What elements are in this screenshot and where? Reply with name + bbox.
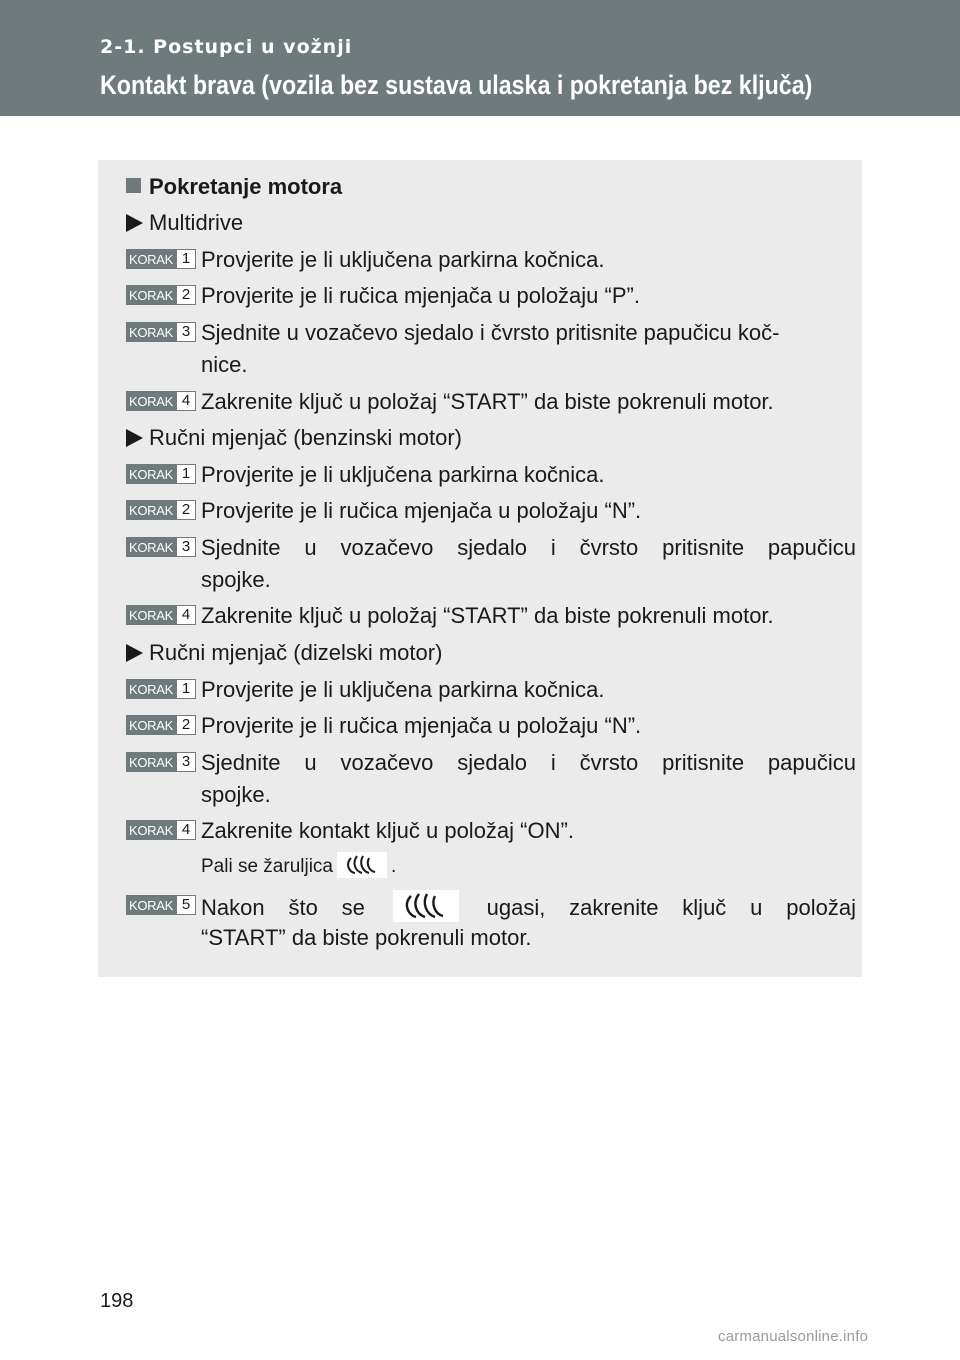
step-badge: KORAK 2 — [126, 285, 196, 305]
page-number: 198 — [100, 1290, 134, 1312]
step-badge: KORAK 2 — [126, 500, 196, 520]
triangle-bullet-icon — [126, 214, 143, 232]
step-text-continued: nice. — [201, 352, 248, 377]
step-text: Provjerite je li ručica mjenjača u položaju “P”. — [201, 283, 640, 308]
glow-plug-indicator-icon — [393, 890, 459, 922]
glow-plug-note: Pali se žaruljica . — [201, 851, 960, 883]
group-title-diesel: Ručni mjenjač (dizelski motor) — [126, 637, 890, 669]
step-text: Provjerite je li ručica mjenjača u položaju “N”. — [201, 498, 642, 523]
section-heading: Pokretanje motora — [126, 171, 890, 203]
glow-plug-indicator-icon — [337, 852, 387, 878]
group-title-multidrive: Multidrive — [126, 207, 890, 239]
step-text: Zakrenite ključ u položaj “START” da biste pokrenuli motor. — [201, 389, 774, 414]
step-text: Zakrenite ključ u položaj “START” da biste pokrenuli motor. — [201, 603, 774, 628]
step-badge: KORAK 2 — [126, 715, 196, 735]
step-text: Sjednite u vozačevo sjedalo i čvrsto pritisnite papučicu koč- — [201, 320, 780, 345]
square-bullet-icon — [126, 178, 141, 193]
step-text: Provjerite je li uključena parkirna kočnica. — [201, 462, 605, 487]
step-badge: KORAK 4 — [126, 605, 196, 625]
step-badge: KORAK 3 — [126, 322, 196, 342]
step-badge: KORAK 1 — [126, 464, 196, 484]
step-text: Nakon što se ugasi, zakrenite ključ u položaj — [201, 890, 856, 924]
page-title: Kontakt brava (vozila bez sustava ulaska i pokretanja bez ključa) — [100, 70, 813, 100]
page-header — [0, 0, 960, 116]
step-text: Sjednite u vozačevo sjedalo i čvrsto pritisnite papučicu — [201, 535, 856, 560]
step-text-continued: spojke. — [201, 782, 271, 807]
step-text-continued: “START” da biste pokrenuli motor. — [201, 925, 532, 950]
step-badge: KORAK 4 — [126, 391, 196, 411]
step-text-continued: spojke. — [201, 567, 271, 592]
step-badge: KORAK 4 — [126, 820, 196, 840]
section-label: 2-1. Postupci u vožnji — [100, 36, 353, 58]
step-text: Provjerite je li ručica mjenjača u položaju “N”. — [201, 713, 642, 738]
step-badge: KORAK 3 — [126, 752, 196, 772]
step-badge: KORAK 5 — [126, 895, 196, 915]
step-badge: KORAK 1 — [126, 679, 196, 699]
step-text: Provjerite je li uključena parkirna kočnica. — [201, 247, 605, 272]
group-title-petrol: Ručni mjenjač (benzinski motor) — [126, 422, 890, 454]
step-text: Zakrenite kontakt ključ u položaj “ON”. — [201, 818, 574, 843]
step-text: Provjerite je li uključena parkirna kočnica. — [201, 677, 605, 702]
triangle-bullet-icon — [126, 429, 143, 447]
watermark: carmanualsonline.info — [718, 1328, 869, 1345]
step-badge: KORAK 1 — [126, 249, 196, 269]
triangle-bullet-icon — [126, 644, 143, 662]
content-box — [98, 160, 862, 977]
step-badge: KORAK 3 — [126, 537, 196, 557]
step-text: Sjednite u vozačevo sjedalo i čvrsto pritisnite papučicu — [201, 750, 856, 775]
